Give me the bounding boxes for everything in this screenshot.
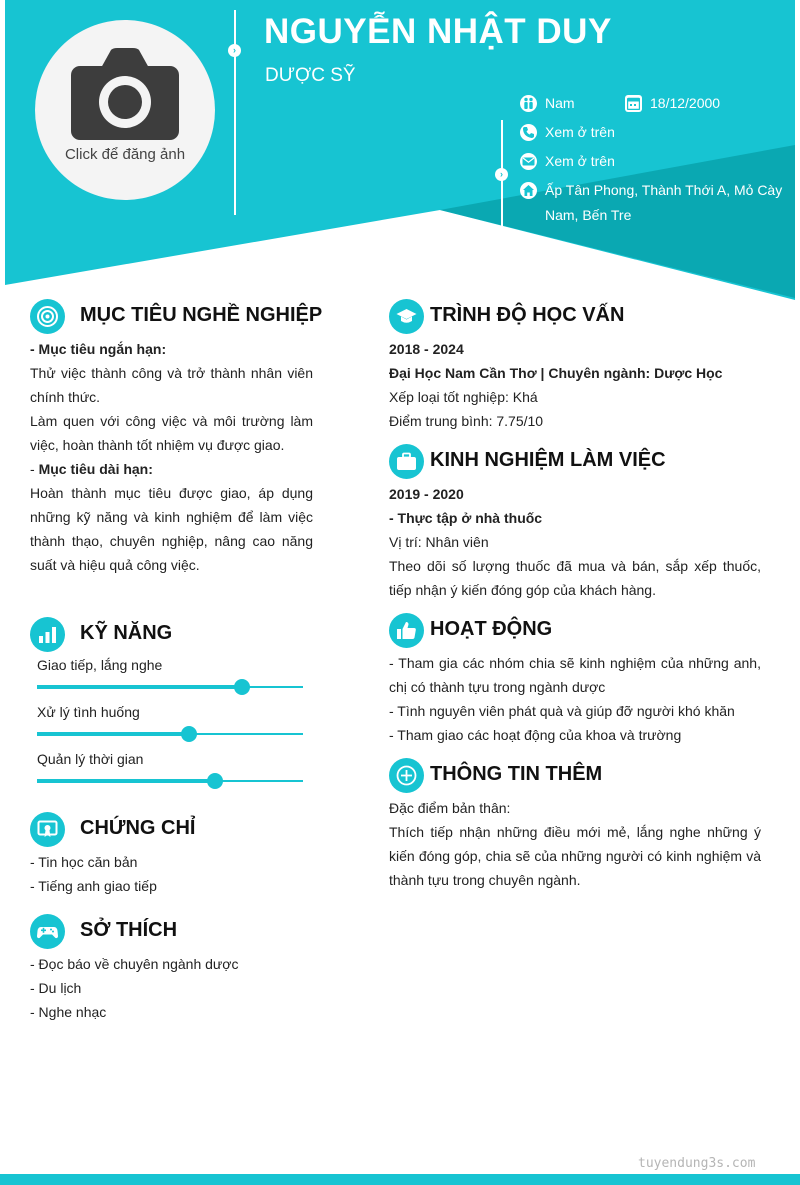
home-icon [520,182,537,199]
hobby-item: - Nghe nhạc [30,1004,107,1020]
objective-long-label: Mục tiêu dài hạn: [38,461,153,477]
experience-title: KINH NGHIỆM LÀM VIỆC [430,449,666,471]
contact-gender: Nam [545,95,575,111]
skill-bar-fill [37,685,242,689]
objective-long-heading [30,457,313,481]
certificates-title: CHỨNG CHỈ [80,817,196,839]
briefcase-icon [389,444,424,479]
certificate-icon [30,812,65,847]
contact-address-line1: Ấp Tân Phong, Thành Thới A, Mỏ Cày [545,182,783,198]
objective-long-prefix: - [30,461,39,477]
activities-title: HOẠT ĐỘNG [430,618,553,640]
gamepad-icon [30,914,65,949]
skill-bar-fill [37,779,215,783]
additional-title: THÔNG TIN THÊM [430,763,603,785]
skills-title: KỸ NĂNG [80,622,173,644]
gender-icon [520,95,537,112]
email-icon [520,153,537,170]
chevron-right-icon: › [228,44,241,57]
plus-circle-icon [389,758,424,793]
skill-bar [37,733,303,735]
skill-name: Xử lý tình huống [37,704,140,720]
thumbs-up-icon [389,613,424,648]
skill-bar-fill [37,732,189,736]
skill-level-knob [234,679,250,695]
photo-upload-label: Click để đăng ảnh [64,146,186,163]
certificate-item: - Tiếng anh giao tiếp [30,878,157,894]
skill-name: Giao tiếp, lắng nghe [37,657,163,673]
certificate-item: - Tin học căn bản [30,854,138,870]
objective-long-text: Hoàn thành mục tiêu được giao, áp dụng những kỹ năng và kinh nghiệm để làm việc thành thạo, chuyên nghiệp, nâng cao năng suất và hiệu quả công việc. [30,485,313,573]
watermark: tuyendung3s.com [638,1156,756,1171]
additional-text: Thích tiếp nhận những điều mới mẻ, lắng nghe những ý kiến đóng góp, chia sẽ của những người có kinh nghiệm và thành tựu trong chuyên ngành. [389,824,761,888]
calendar-icon [625,95,642,112]
education-rank: Xếp loại tốt nghiệp: Khá [389,389,538,405]
skill-level-knob [181,726,197,742]
activity-item: - Tham giao các hoạt động của khoa và trường [389,727,682,743]
candidate-title: DƯỢC SỸ [265,65,356,86]
hobby-item: - Du lịch [30,980,82,996]
education-period: 2018 - 2024 [389,341,464,357]
hobbies-title: SỞ THÍCH [80,919,178,941]
experience-period: 2019 - 2020 [389,486,464,502]
additional-label: Đặc điểm bản thân: [389,800,511,816]
camera-icon [71,48,179,140]
contact-address-line2: Nam, Bến Tre [545,207,632,223]
education-title: TRÌNH ĐỘ HỌC VẤN [430,304,625,326]
activity-item: - Tình nguyên viên phát quà và giúp đỡ người khó khăn [389,703,735,719]
objective-short-label: - Mục tiêu ngắn hạn: [30,341,167,357]
activity-item: - Tham gia các nhóm chia sẽ kinh nghiệm của những anh, chị có thành tựu trong ngành dược [389,655,761,695]
experience-description: Theo dõi số lượng thuốc đã mua và bán, sắp xếp thuốc, tiếp nhận ý kiến đóng góp của khách hàng. [389,558,761,598]
experience-position: Vị trí: Nhân viên [389,534,489,550]
contact-birthday: 18/12/2000 [650,95,721,111]
education-school: Đại Học Nam Cần Thơ | Chuyên ngành: Dược Học [389,365,723,381]
skill-level-knob [207,773,223,789]
education-gpa: Điểm trung bình: 7.75/10 [389,413,544,429]
phone-icon [520,124,537,141]
skill-name: Quản lý thời gian [37,751,144,767]
experience-role: - Thực tập ở nhà thuốc [389,510,543,526]
footer-bar [0,1174,800,1185]
objective-title: MỤC TIÊU NGHỀ NGHIỆP [80,304,323,326]
objective-short-text: Thử việc thành công và trở thành nhân viên chính thức. [30,365,313,405]
graduation-cap-icon [389,299,424,334]
skill-bar [37,686,303,688]
photo-upload[interactable] [35,20,215,200]
skill-bar [37,780,303,782]
hobby-item: - Đọc báo về chuyên ngành dược [30,956,239,972]
chevron-right-icon: › [495,168,508,181]
bar-chart-icon [30,617,65,652]
target-icon [30,299,65,334]
contact-phone: Xem ở trên [545,124,615,140]
objective-short-text-2: Làm quen với công việc và môi trường làm việc, hoàn thành tốt nhiệm vụ được giao. [30,413,313,453]
header-divider [234,10,236,215]
candidate-name: NGUYỄN NHẬT DUY [264,12,612,51]
contact-email: Xem ở trên [545,153,615,169]
